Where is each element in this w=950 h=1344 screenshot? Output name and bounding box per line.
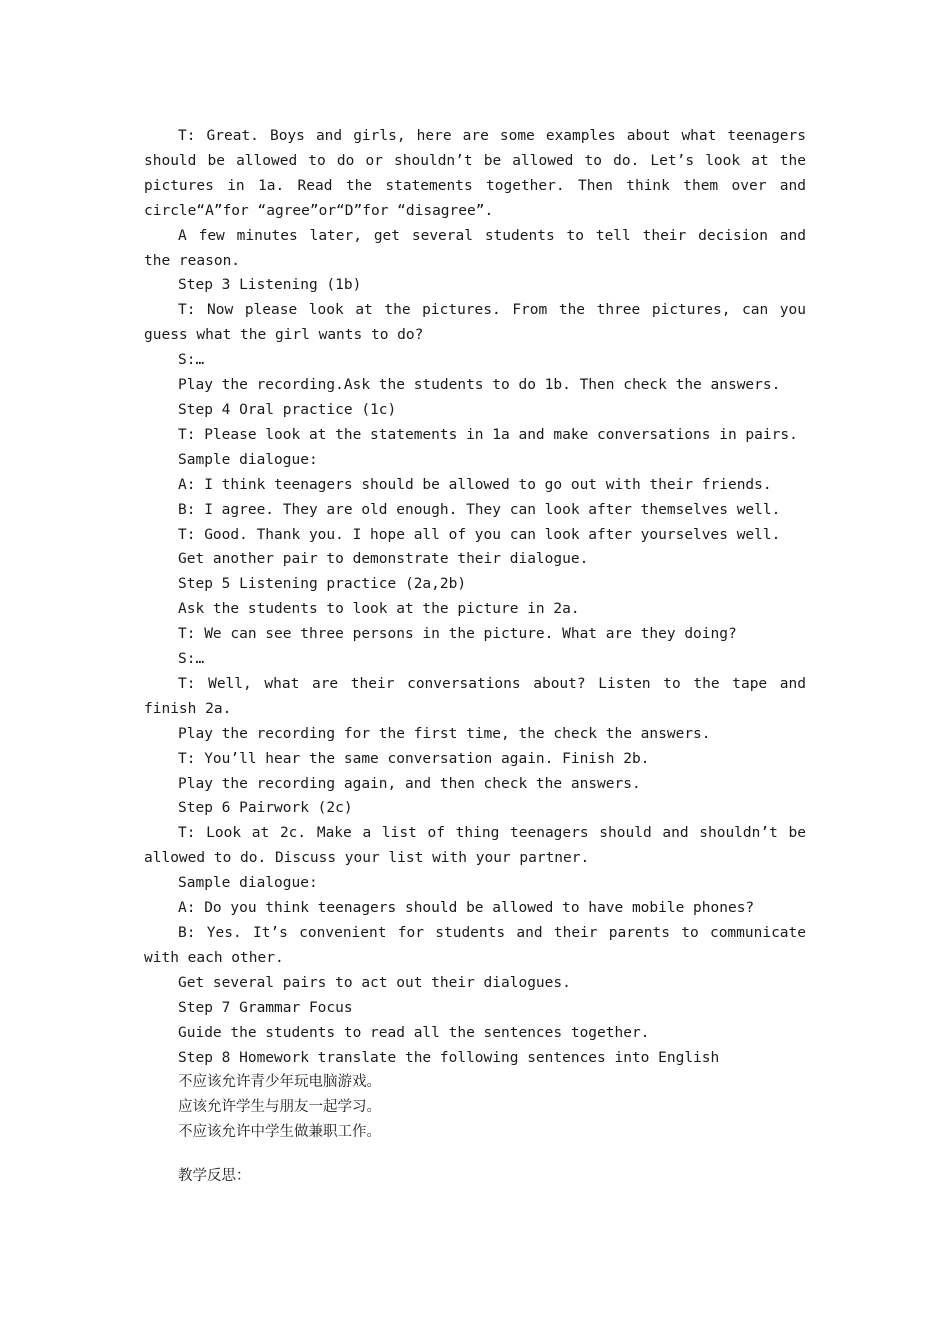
paragraph-play-again: Play the recording again, and then check the answers. [178, 775, 641, 792]
dialogue-line-t: T: Good. Thank you. I hope all of you can look after yourselves well. [178, 526, 781, 543]
paragraph-make-list: T: Look at 2c. Make a list of thing teenagers should and shouldn’t be allowed to do. Discuss your list with your partner. [144, 825, 806, 867]
paragraph-intro: T: Great. Boys and girls, here are some examples about what teenagers should be allowed to do or shouldn’t be allowed to do. Let’s look at the pictures in 1a. Read the statements together. Then think them over and circle“A”for “agree”or“D”for “disagree”. [144, 128, 806, 219]
dialogue-line-b: B: Yes. It’s convenient for students and their parents to communicate with each other. [144, 925, 806, 966]
paragraph-decision: A few minutes later, get several students to tell their decision and the reason. [144, 227, 806, 269]
paragraph-demonstrate: Get another pair to demonstrate their dialogue. [178, 551, 589, 568]
translation-sentence-3: 不应该允许中学生做兼职工作。 [178, 1124, 381, 1141]
paragraph-same-conversation: T: You’ll hear the same conversation again. Finish 2b. [178, 750, 650, 767]
paragraph-picture-2a: Ask the students to look at the picture in 2a. [178, 601, 580, 618]
dialogue-line-a: A: Do you think teenagers should be allowed to have mobile phones? [178, 900, 755, 917]
paragraph-guess: T: Now please look at the pictures. From the three pictures, can you guess what the girl wants to do? [144, 302, 806, 344]
student-response: S:… [178, 352, 205, 369]
student-response: S:… [178, 651, 205, 668]
paragraph-conversations: T: Well, what are their conversations about? Listen to the tape and finish 2a. [144, 675, 806, 717]
paragraph-three-persons: T: We can see three persons in the picture. What are they doing? [178, 626, 737, 643]
step-7-heading: Step 7 Grammar Focus [178, 999, 353, 1016]
teaching-reflection-label: 教学反思： [178, 1168, 251, 1185]
step-3-heading: Step 3 Listening (1b) [178, 277, 362, 294]
step-4-heading: Step 4 Oral practice (1c) [178, 401, 397, 418]
paragraph-statements: T: Please look at the statements in 1a and make conversations in pairs. [178, 426, 798, 443]
document-body [144, 124, 806, 1189]
dialogue-line-b: B: I agree. They are old enough. They can look after themselves well. [178, 501, 781, 518]
section-gap [144, 1145, 806, 1164]
step-8-heading: Step 8 Homework translate the following sentences into English [178, 1049, 720, 1066]
step-5-heading: Step 5 Listening practice (2a,2b) [178, 576, 467, 593]
dialogue-line-a: A: I think teenagers should be allowed to go out with their friends. [178, 476, 772, 493]
paragraph-play-1b: Play the recording.Ask the students to do 1b. Then check the answers. [178, 377, 781, 394]
paragraph-guide: Guide the students to read all the sentences together. [178, 1024, 650, 1041]
step-6-heading: Step 6 Pairwork (2c) [178, 800, 353, 817]
sample-dialogue-label: Sample dialogue: [178, 875, 318, 892]
translation-sentence-1: 不应该允许青少年玩电脑游戏。 [178, 1074, 381, 1091]
paragraph-first-time: Play the recording for the first time, the check the answers. [178, 725, 711, 742]
paragraph-act-out: Get several pairs to act out their dialogues. [178, 974, 571, 991]
translation-sentence-2: 应该允许学生与朋友一起学习。 [178, 1099, 381, 1116]
sample-dialogue-label: Sample dialogue: [178, 451, 318, 468]
